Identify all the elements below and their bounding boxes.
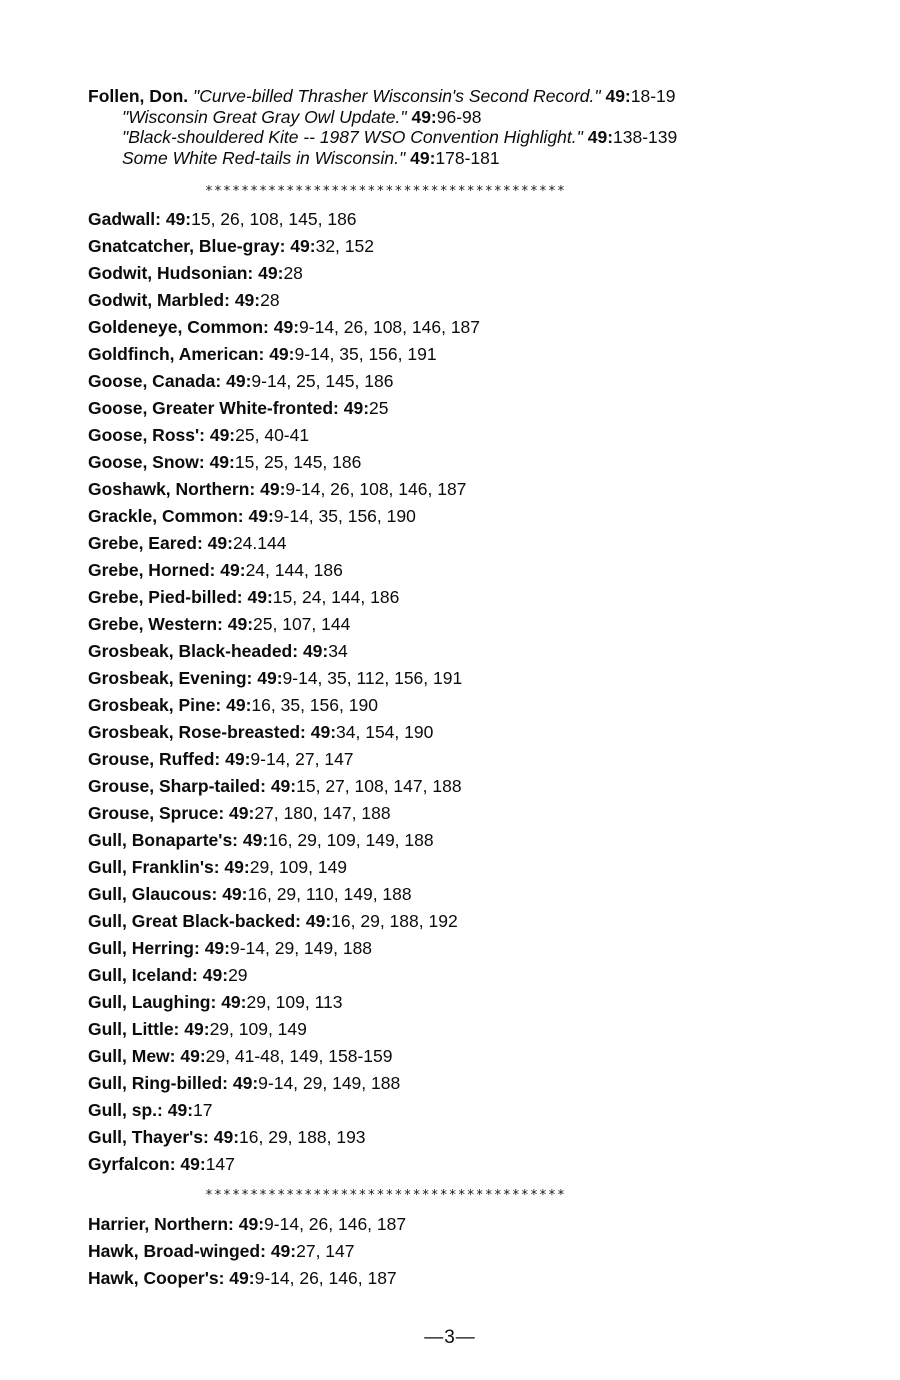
species-name: Gull, Little: bbox=[88, 1019, 180, 1039]
author-work-line bbox=[88, 127, 868, 148]
page-ref: 29, 109, 149 bbox=[209, 1019, 307, 1039]
index-entry bbox=[88, 989, 808, 1016]
page-ref: 9-14, 29, 149, 188 bbox=[258, 1073, 401, 1093]
index-entry bbox=[88, 395, 808, 422]
species-name: Gull, sp.: bbox=[88, 1100, 163, 1120]
species-name: Godwit, Hudsonian: bbox=[88, 263, 254, 283]
index-entry bbox=[88, 827, 808, 854]
volume-ref: 49: bbox=[227, 614, 254, 634]
page-ref: 34, 154, 190 bbox=[336, 722, 434, 742]
species-name: Grebe, Western: bbox=[88, 614, 223, 634]
page-ref: 9-14, 26, 108, 146, 187 bbox=[285, 479, 467, 499]
page-ref: 16, 29, 109, 149, 188 bbox=[268, 830, 434, 850]
section-divider: **************************************** bbox=[205, 1188, 567, 1203]
page-ref: 27, 180, 147, 188 bbox=[254, 803, 391, 823]
species-name: Harrier, Northern: bbox=[88, 1214, 234, 1234]
species-name: Grebe, Eared: bbox=[88, 533, 203, 553]
volume-ref: 49: bbox=[290, 236, 316, 256]
volume-ref: 49: bbox=[202, 965, 229, 985]
volume-ref: 49: bbox=[184, 1019, 210, 1039]
index-entry bbox=[88, 935, 808, 962]
index-entry bbox=[88, 557, 808, 584]
page-ref: 16, 35, 156, 190 bbox=[251, 695, 378, 715]
index-list-g bbox=[88, 206, 808, 1178]
page-ref: 32, 152 bbox=[315, 236, 374, 256]
species-name: Gull, Mew: bbox=[88, 1046, 176, 1066]
volume-ref: 49: bbox=[257, 668, 283, 688]
species-name: Gull, Thayer's: bbox=[88, 1127, 209, 1147]
volume-ref: 49: bbox=[229, 803, 255, 823]
species-name: Gull, Laughing: bbox=[88, 992, 217, 1012]
page-ref: 27, 147 bbox=[296, 1241, 355, 1261]
species-name: Gull, Franklin's: bbox=[88, 857, 220, 877]
index-entry bbox=[88, 368, 808, 395]
author-work-line bbox=[88, 148, 868, 169]
page-ref: 9-14, 26, 146, 187 bbox=[254, 1268, 397, 1288]
page-ref: 24.144 bbox=[232, 533, 287, 553]
index-entry bbox=[88, 1211, 808, 1238]
index-entry bbox=[88, 1043, 808, 1070]
species-name: Gull, Herring: bbox=[88, 938, 200, 958]
volume-ref: 49: bbox=[234, 290, 261, 310]
volume-ref: 49: bbox=[224, 857, 250, 877]
index-entry bbox=[88, 476, 808, 503]
species-name: Grosbeak, Rose-breasted: bbox=[88, 722, 306, 742]
page-ref: 28 bbox=[283, 263, 303, 283]
page-ref: 29 bbox=[228, 965, 248, 985]
page-ref: 9-14, 25, 145, 186 bbox=[251, 371, 394, 391]
volume-ref: 49: bbox=[310, 722, 337, 742]
species-name: Grouse, Sharp-tailed: bbox=[88, 776, 266, 796]
index-entry bbox=[88, 800, 808, 827]
volume-ref: 49: bbox=[165, 209, 192, 229]
species-name: Grouse, Ruffed: bbox=[88, 749, 221, 769]
page-ref: 96-98 bbox=[436, 106, 482, 127]
species-name: Gnatcatcher, Blue-gray: bbox=[88, 236, 286, 256]
species-name: Goose, Ross': bbox=[88, 425, 205, 445]
page-ref: 9-14, 29, 149, 188 bbox=[229, 938, 373, 958]
index-entry bbox=[88, 692, 808, 719]
volume-ref: 49: bbox=[226, 695, 252, 715]
volume-ref: 49: bbox=[273, 317, 300, 337]
species-name: Godwit, Marbled: bbox=[88, 290, 230, 310]
volume-ref: 49: bbox=[226, 371, 252, 391]
volume-ref: 49: bbox=[209, 425, 236, 445]
index-entry bbox=[88, 854, 808, 881]
volume-ref: 49: bbox=[270, 776, 297, 796]
species-name: Goldfinch, American: bbox=[88, 344, 265, 364]
volume-ref: 49: bbox=[343, 398, 370, 418]
index-entry bbox=[88, 908, 808, 935]
volume-ref: 49: bbox=[248, 506, 274, 526]
species-name: Grouse, Spruce: bbox=[88, 803, 225, 823]
index-entry bbox=[88, 1070, 808, 1097]
species-name: Goose, Snow: bbox=[88, 452, 205, 472]
volume-ref: 49: bbox=[209, 452, 235, 472]
author-work-line bbox=[88, 107, 868, 128]
index-entry bbox=[88, 1097, 808, 1124]
species-name: Grosbeak, Black-headed: bbox=[88, 641, 299, 661]
volume-ref: 49: bbox=[238, 1214, 265, 1234]
species-name: Hawk, Cooper's: bbox=[88, 1268, 225, 1288]
volume-ref: 49: bbox=[221, 992, 247, 1012]
index-entry bbox=[88, 260, 808, 287]
volume-ref: 49: bbox=[232, 1073, 259, 1093]
index-entry bbox=[88, 1238, 808, 1265]
page-ref: 16, 29, 188, 192 bbox=[331, 911, 458, 931]
index-entry bbox=[88, 449, 808, 476]
volume-ref: 49: bbox=[207, 533, 233, 553]
index-entry bbox=[88, 530, 808, 557]
page-ref: 34 bbox=[328, 641, 348, 661]
species-name: Grebe, Pied-billed: bbox=[88, 587, 243, 607]
page-ref: 28 bbox=[260, 290, 280, 310]
species-name: Gull, Great Black-backed: bbox=[88, 911, 301, 931]
page-ref: 9-14, 26, 146, 187 bbox=[264, 1214, 407, 1234]
species-name: Gull, Bonaparte's: bbox=[88, 830, 239, 850]
volume-ref: 49: bbox=[258, 263, 284, 283]
page-ref: 24, 144, 186 bbox=[245, 560, 343, 580]
index-entry bbox=[88, 773, 808, 800]
page-ref: 29, 109, 149 bbox=[249, 857, 348, 877]
species-name: Grackle, Common: bbox=[88, 506, 244, 526]
page-ref: 25 bbox=[369, 398, 389, 418]
page-ref: 15, 25, 145, 186 bbox=[234, 452, 362, 472]
index-entry bbox=[88, 206, 808, 233]
page-ref: 9-14, 35, 112, 156, 191 bbox=[282, 668, 463, 688]
index-entry bbox=[88, 1151, 808, 1178]
page-ref: 18-19 bbox=[630, 86, 676, 106]
species-name: Hawk, Broad-winged: bbox=[88, 1241, 266, 1261]
species-name: Gull, Ring-billed: bbox=[88, 1073, 228, 1093]
species-name: Gull, Iceland: bbox=[88, 965, 198, 985]
volume-ref: 49: bbox=[225, 749, 251, 769]
index-entry bbox=[88, 611, 808, 638]
work-title: Some White Red-tails in Wisconsin." bbox=[122, 147, 406, 168]
page-ref: 9-14, 26, 108, 146, 187 bbox=[299, 317, 481, 337]
page-ref: 178-181 bbox=[435, 147, 500, 168]
volume-ref: 49: bbox=[587, 127, 614, 147]
index-entry bbox=[88, 881, 808, 908]
section-divider: **************************************** bbox=[205, 184, 567, 199]
species-name: Gadwall: bbox=[88, 209, 161, 229]
species-name: Goose, Greater White-fronted: bbox=[88, 398, 339, 418]
species-name: Gull, Glaucous: bbox=[88, 884, 218, 904]
volume-ref: 49: bbox=[204, 938, 230, 958]
species-name: Grosbeak, Pine: bbox=[88, 695, 222, 715]
index-entry bbox=[88, 665, 808, 692]
index-entry bbox=[88, 233, 808, 260]
author-entry bbox=[88, 86, 868, 168]
work-title: "Curve-billed Thrasher Wisconsin's Second Record." bbox=[193, 86, 601, 106]
index-list-h bbox=[88, 1211, 808, 1292]
work-title: "Black-shouldered Kite -- 1987 WSO Convention Highlight." bbox=[122, 127, 583, 147]
volume-ref: 49: bbox=[270, 1241, 297, 1261]
index-entry bbox=[88, 422, 808, 449]
index-entry bbox=[88, 638, 808, 665]
volume-ref: 49: bbox=[220, 560, 246, 580]
volume-ref: 49: bbox=[213, 1127, 240, 1147]
species-name: Grebe, Horned: bbox=[88, 560, 216, 580]
author-work-line bbox=[88, 86, 868, 107]
page-number: —3— bbox=[424, 1327, 476, 1348]
work-title: "Wisconsin Great Gray Owl Update." bbox=[122, 106, 407, 127]
species-name: Goshawk, Northern: bbox=[88, 479, 256, 499]
page-ref: 138-139 bbox=[613, 127, 678, 147]
volume-ref: 49: bbox=[180, 1046, 206, 1066]
page-ref: 15, 26, 108, 145, 186 bbox=[191, 209, 357, 229]
volume-ref: 49: bbox=[302, 641, 329, 661]
species-name: Gyrfalcon: bbox=[88, 1154, 176, 1174]
index-entry bbox=[88, 746, 808, 773]
species-name: Goose, Canada: bbox=[88, 371, 222, 391]
index-entry bbox=[88, 341, 808, 368]
page-ref: 15, 24, 144, 186 bbox=[272, 587, 400, 607]
page-ref: 29, 41-48, 149, 158-159 bbox=[205, 1046, 393, 1066]
page-ref: 16, 29, 110, 149, 188 bbox=[247, 884, 412, 904]
volume-ref: 49: bbox=[247, 587, 273, 607]
page-ref: 9-14, 35, 156, 190 bbox=[273, 506, 416, 526]
index-entry bbox=[88, 1265, 808, 1292]
species-name: Goldeneye, Common: bbox=[88, 317, 269, 337]
volume-ref: 49: bbox=[269, 344, 295, 364]
volume-ref: 49: bbox=[605, 86, 631, 106]
page-ref: 25, 40-41 bbox=[235, 425, 310, 445]
page-ref: 9-14, 27, 147 bbox=[250, 749, 354, 769]
page-ref: 29, 109, 113 bbox=[246, 992, 343, 1012]
volume-ref: 49: bbox=[222, 884, 248, 904]
index-entry bbox=[88, 287, 808, 314]
page-ref: 9-14, 35, 156, 191 bbox=[294, 344, 437, 364]
page-ref: 25, 107, 144 bbox=[253, 614, 351, 634]
index-entry bbox=[88, 1124, 808, 1151]
index-entry bbox=[88, 584, 808, 611]
volume-ref: 49: bbox=[167, 1100, 194, 1120]
page-ref: 16, 29, 188, 193 bbox=[239, 1127, 366, 1147]
page-ref: 15, 27, 108, 147, 188 bbox=[296, 776, 462, 796]
volume-ref: 49: bbox=[305, 911, 332, 931]
volume-ref: 49: bbox=[229, 1268, 255, 1288]
index-entry bbox=[88, 503, 808, 530]
author-name: Follen, Don. bbox=[88, 86, 189, 106]
index-entry bbox=[88, 1016, 808, 1043]
index-entry bbox=[88, 719, 808, 746]
volume-ref: 49: bbox=[411, 106, 437, 127]
index-entry bbox=[88, 314, 808, 341]
index-entry bbox=[88, 962, 808, 989]
page-ref: 17 bbox=[193, 1100, 213, 1120]
volume-ref: 49: bbox=[242, 830, 269, 850]
page-ref: 147 bbox=[205, 1154, 235, 1174]
species-name: Grosbeak, Evening: bbox=[88, 668, 253, 688]
volume-ref: 49: bbox=[410, 147, 436, 168]
volume-ref: 49: bbox=[180, 1154, 206, 1174]
volume-ref: 49: bbox=[260, 479, 286, 499]
